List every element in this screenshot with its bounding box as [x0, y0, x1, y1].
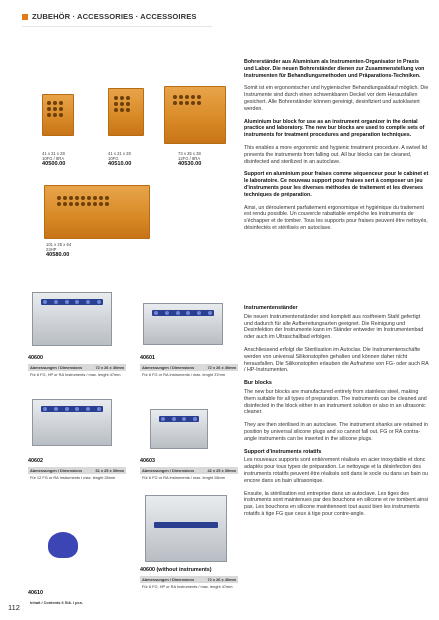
tray-image-40603	[150, 409, 208, 449]
tray-code: 40602	[28, 458, 43, 464]
caption-dims: 101 x 25 x 64	[46, 242, 72, 247]
fr-body: Ainsi, un déroulement parfaitement ergonomique et hygiénique du traitement est rendu possible. Un couvercle rabattable empêche les instruments de s'échapper et de tomber. Tous les supports pour fraises peuvent être nettoyés, désinfectés et stérilisés en autoclave.	[244, 204, 428, 231]
spec-40602	[28, 458, 126, 481]
page-number: 112	[8, 603, 20, 612]
en-body-1: The new bur blocks are manufactured entirely from stainless steel, making them suitable for all types of preparation. The instruments can be cleaned and disinfected in the block either in an instrument solution or also in an ultrasonic cleaner.	[244, 388, 427, 416]
tray-note: Für 6 FG or RA Instruments / max. lenght 28mm	[142, 475, 226, 480]
product-image-40500	[42, 94, 74, 136]
tray-note: Für 12 FG or RA Instruments / max. lenght 28mm	[30, 475, 116, 480]
block-holes	[57, 196, 109, 206]
en-body: This enables a more ergonomic and hygienic treatment procedure. A swivel lid prevents the instruments from falling out. All bur blocks can be cleaned, disinfected and sterilized in an autoclave.	[244, 144, 428, 165]
dim-label: Abmessungen / Dimensions	[30, 468, 83, 473]
dim-value: 72 x 26 x 40mm	[207, 577, 236, 582]
tray-image-40602	[32, 399, 112, 446]
tray-code: 40601	[140, 355, 155, 361]
silicone-plug-image	[48, 532, 78, 558]
product-code: 40510.00	[108, 161, 132, 167]
tray-note: Für 6 FG, HP or RA Instruments / max. lenght 47mm	[142, 584, 233, 589]
caption-40500	[42, 151, 65, 167]
tray-code: 40603	[140, 458, 155, 464]
caption-desc: 12FG / 8RA	[178, 156, 201, 161]
de-title: Bohrerständer aus Aluminium als Instrumenten-Organisator in Praxis und Labor. Die neuen Bohrerständer dienen zur Zusammenstellung von Instrumenten für Behandlungsmethoden und Präparations-Techniken.	[244, 59, 425, 79]
de-body: Somit ist ein ergonomischer und hygienischer Behandlungsablauf möglich. Die Instrumente sind durch einen schwenkbaren Deckel vor dem Herausfallen gesichert. Alle Bohrerständer können gereinigt, desinfiziert und autoklaviert werden.	[244, 85, 429, 112]
spec-40600-without	[140, 567, 238, 590]
caption-40530	[178, 151, 201, 167]
en-body-2: They are then sterilised in an autoclave. The instrument shanks are retained in position by universal silicone plugs and so cannot fall out. FG or RA contra-angle instruments can be inserted in the silicone plugs.	[244, 422, 428, 442]
fr-body-2: Ensuite, la stérilisation est entreprise dans un autoclave. Les tiges des instruments sont maintenues par des bouchons en silicone et ne tombent ainsi pas. Les bouchons en silicone maintiennent tout aussi bien les instruments rotatifs à tige FG que ceux à tige pour contre-angle.	[244, 490, 429, 517]
section-title: ZUBEHÖR · ACCESSORIES · ACCESSOIRES	[32, 12, 197, 21]
dim-value: 61 x 25 x 30mm	[95, 468, 124, 473]
fr-heading: Support d'instruments rotatifs	[244, 448, 322, 455]
block-holes	[114, 96, 130, 112]
tray-note: Für 6 FG, HP or RA Instruments / max. lenght 47mm	[30, 372, 121, 377]
en-title: Aluminium bur block for use as an instrument organizer in the dental practice and laboratory. The new bur blocks are used to compile sets of instruments for treatment procedures and preparation techniques.	[244, 118, 425, 139]
de-body-2: Anschliessend erfolgt die Sterilisation im Autoclav. Die Instrumentenschäfte werden von universal Silikonstopfen gehalten und können daher nicht herausfallen. Die Silikonstopfen erlauben die Aufnahme von FG- oder auch RA / HP-Instrumenten.	[244, 346, 429, 374]
caption-dims: 73 x 25 x 38	[178, 151, 201, 156]
spec-40603	[140, 458, 238, 481]
tray-note: Für 6 FG or RA Instruments / max. lenght 37mm	[142, 372, 226, 377]
caption-dims: 41 x 21 x 28	[108, 151, 131, 156]
tray-image-40601	[143, 303, 223, 345]
caption-40580	[46, 242, 71, 258]
block-holes	[173, 95, 201, 105]
dim-value: 42 x 25 x 30mm	[207, 468, 236, 473]
tray-image-40600	[32, 292, 112, 346]
spec-40600	[28, 355, 126, 378]
tray-code: 40600	[28, 355, 43, 361]
product-code: 40530.00	[178, 161, 202, 167]
product-code: 40500.00	[42, 161, 66, 167]
spec-40601	[140, 355, 238, 378]
product-code: 40580.00	[46, 252, 70, 258]
de-heading: Instrumentenständer	[244, 305, 298, 311]
steel-description	[244, 305, 429, 524]
caption-desc: 23HP	[46, 247, 57, 252]
aluminium-description	[244, 59, 429, 238]
fr-title: Support en aluminium pour fraises comme séquenceur pour le cabinet et le laboratoire. Ce nouveau support pour fraises sert à composer un jeu d'instruments pour les diverses méthodes de traitement et les diverses techniques de préparation.	[244, 171, 429, 198]
product-image-40580	[44, 185, 150, 239]
caption-40510	[108, 151, 131, 167]
fr-body-1: Les nouveaux supports sont entièrement réalisés en acier inoxydable et donc adaptés pour tous types de préparation. Le nettoyage et la désinfection des instruments rotatifs peuvent être réalisés soit dans le socle ou dans un bain ou encore dans un bain ultrasonique.	[244, 457, 429, 484]
header-marker-icon	[22, 14, 28, 20]
dim-value: 72 x 26 x 40mm	[95, 365, 124, 370]
caption-desc: 10FG	[108, 156, 119, 161]
de-body-1: Die neuen Instrumentenständer sind komplett aus rostfreiem Stahl gefertigt und dadurch für alle Aufbereitungsarten geeignet. Die Reinigung und Desinfektion der Instrumente kann im Ständer entweder im Instrumentenbad oder auch im Ultraschallbad erfolgen.	[244, 313, 424, 341]
dim-label: Abmessungen / Dimensions	[142, 577, 195, 582]
dim-value: 72 x 26 x 40mm	[207, 365, 236, 370]
product-image-40530	[164, 86, 226, 144]
en-heading: Bur blocks	[244, 380, 272, 387]
plug-code: 40610	[28, 590, 43, 596]
tray-image-40600-without	[145, 495, 227, 562]
tray-code: 40600 (without instruments)	[140, 567, 212, 573]
product-image-40510	[108, 88, 144, 136]
caption-desc: 10FG / 8RA	[42, 156, 65, 161]
plug-contents: Inhalt / Contents 6 Stk. / pcs.	[30, 600, 83, 605]
section-header	[22, 12, 212, 27]
dim-label: Abmessungen / Dimensions	[30, 365, 83, 370]
caption-dims: 41 x 21 x 28	[42, 151, 65, 156]
dim-label: Abmessungen / Dimensions	[142, 468, 195, 473]
block-holes	[47, 101, 63, 117]
dim-label: Abmessungen / Dimensions	[142, 365, 195, 370]
spec-40610	[28, 590, 126, 606]
